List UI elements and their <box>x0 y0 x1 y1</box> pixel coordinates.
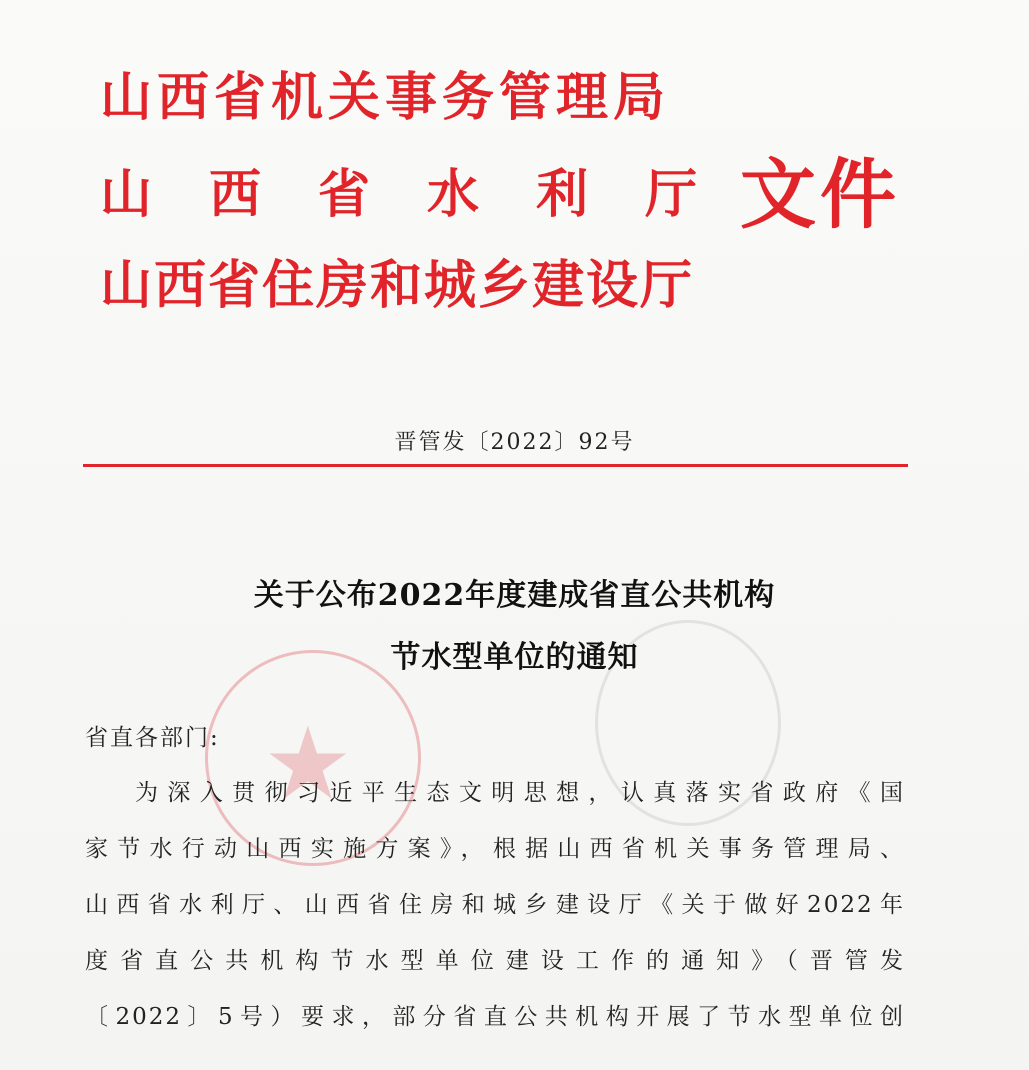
issuer-char: 厅 <box>645 164 700 225</box>
document-title-line-2: 节水型单位的通知 <box>390 640 639 675</box>
body-line: 度省直公共机构节水型单位建设工作的通知》（晋管发 <box>85 948 905 974</box>
body-line: 为深入贯彻习近平生态文明思想，认真落实省政府《国 <box>135 780 905 806</box>
red-divider <box>83 464 908 467</box>
issuer-line-1: 山西省机关事务管理局 <box>100 67 671 128</box>
body-line: 山西省水利厅、山西省住房和城乡建设厅《关于做好2022年 <box>85 892 905 918</box>
salutation: 省直各部门: <box>85 725 220 751</box>
body-paragraph <box>85 765 905 1045</box>
issuer-char: 水 <box>427 164 482 225</box>
document-type-label: 文件 <box>740 150 900 239</box>
document-number: 晋管发〔2022〕92号 <box>394 430 635 455</box>
document-title-line-1: 关于公布2022年度建成省直公共机构 <box>253 578 776 613</box>
issuer-char: 西 <box>209 164 264 225</box>
star-icon: ★ <box>263 705 353 822</box>
issuer-line-3: 山西省住房和城乡建设厅 <box>100 255 695 316</box>
body-line: 〔2022〕5号）要求，部分省直公共机构开展了节水型单位创 <box>85 1004 905 1030</box>
body-line: 家节水行动山西实施方案》，根据山西省机关事务管理局、 <box>85 836 905 862</box>
issuer-line-2 <box>100 150 900 239</box>
issuer-char: 山 <box>100 164 155 225</box>
issuer-char: 利 <box>536 164 591 225</box>
issuer-char: 省 <box>318 164 373 225</box>
